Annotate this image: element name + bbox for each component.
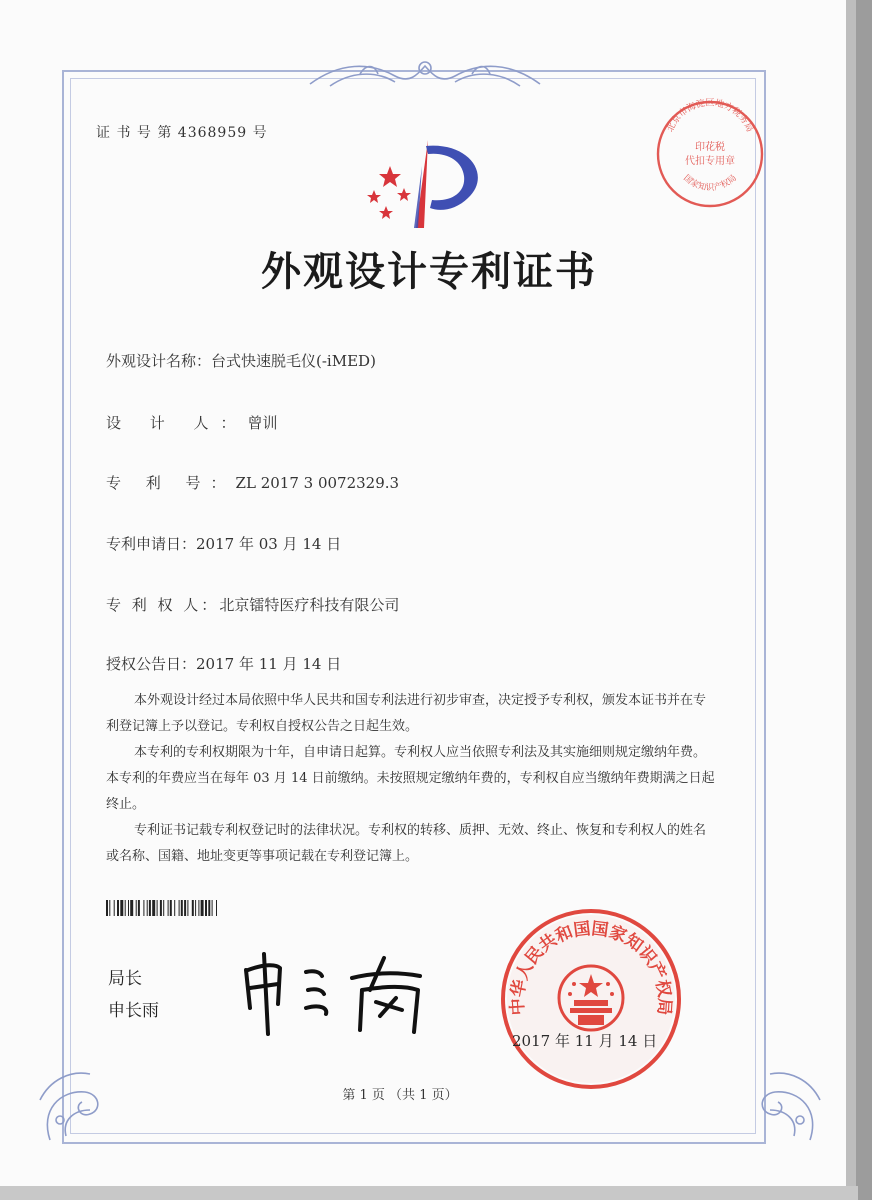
field-value: 台式快速脱毛仪(-iMED): [211, 352, 376, 370]
barcode-bar: [157, 900, 158, 916]
barcode: [106, 900, 320, 916]
field-value: 北京镭特医疗科技有限公司: [219, 596, 400, 614]
field-label: 专 利 号：: [106, 474, 236, 492]
barcode-bar: [187, 900, 188, 916]
barcode-bar: [120, 900, 123, 916]
field-patent-number: [106, 472, 399, 493]
barcode-bar: [152, 900, 155, 916]
barcode-bar: [160, 900, 162, 916]
field-label: 授权公告日：: [106, 655, 197, 673]
barcode-bar: [128, 900, 129, 916]
barcode-bar: [138, 900, 140, 916]
field-label: 专利申请日：: [106, 535, 197, 553]
tax-stamp-inner-1: 印花税: [695, 142, 725, 153]
field-designer: [106, 412, 278, 433]
barcode-bar: [184, 900, 186, 916]
certificate-title: 外观设计专利证书: [261, 249, 597, 295]
tax-stamp-inner-2: 代扣专用章: [685, 156, 735, 167]
field-design-name: [106, 350, 376, 371]
field-grant-date: [106, 653, 341, 674]
field-label: 设 计 人：: [106, 414, 248, 432]
barcode-bar: [114, 900, 115, 916]
field-value: 2017 年 03 月 14 日: [196, 535, 342, 553]
field-value: 曾训: [247, 414, 278, 432]
barcode-bar: [181, 900, 183, 916]
barcode-bar: [216, 900, 217, 916]
certificate-number: 证 书 号 第 4368959 号: [96, 125, 268, 141]
seal-date: 2017 年 11 月 14 日: [512, 1032, 658, 1050]
barcode-bar: [130, 900, 133, 916]
scan-edge-dark: [856, 0, 872, 1200]
barcode-bar: [201, 900, 204, 916]
top-ornament: [300, 54, 550, 94]
svg-text:国家知识产权局: [681, 173, 738, 193]
barcode-bar: [117, 900, 119, 916]
barcode-bar: [143, 900, 144, 916]
director-signature: [236, 950, 436, 1036]
barcode-bar: [147, 900, 148, 916]
tax-stamp-text: 北京市海淀区地方税务局: [665, 98, 755, 134]
director-name: 申长雨: [108, 1001, 159, 1021]
barcode-bar: [149, 900, 151, 916]
field-label: 专 利 权 人：: [106, 596, 220, 614]
barcode-bar: [125, 900, 126, 916]
barcode-bar: [170, 900, 172, 916]
patent-office-logo: [360, 136, 490, 236]
barcode-bar: [163, 900, 164, 916]
field-application-date: [106, 533, 341, 554]
tax-stamp: [652, 96, 768, 212]
barcode-bar: [168, 900, 169, 916]
official-seal: [498, 906, 684, 1092]
paragraph-legal-status: 专利证书记载专利权登记时的法律状况。专利权的转移、质押、无效、终止、恢复和专利权人的姓名或名称、国籍、地址变更等事项记载在专利登记簿上。: [106, 823, 707, 864]
barcode-bar: [136, 900, 137, 916]
tax-stamp-bottom: 国家知识产权局: [681, 173, 739, 194]
svg-text:北京市海淀区地方税务局: [664, 97, 756, 134]
page-number: 第 1 页 （共 1 页）: [342, 1088, 458, 1103]
barcode-bar: [195, 900, 196, 916]
paragraph-term: 本专利的专利权期限为十年，自申请日起算。专利权人应当依照专利法及其实施细则规定缴纳年费。本专利的年费应当在每年 03 月 14 日前缴纳。未按照规定缴纳年费的，专利权自应当缴纳年费期满之日起终止。: [106, 745, 715, 812]
official-seal-text: 中华人民共和国国家知识产权局: [507, 918, 675, 1016]
barcode-bar: [205, 900, 207, 916]
field-label: 外观设计名称：: [106, 352, 212, 370]
barcode-bar: [174, 900, 175, 916]
barcode-bar: [212, 900, 213, 916]
barcode-bar: [198, 900, 199, 916]
barcode-bar: [179, 900, 180, 916]
field-value: ZL 2017 3 0072329.3: [235, 474, 400, 492]
scan-edge-bottom: [0, 1186, 858, 1200]
barcode-bar: [192, 900, 194, 916]
director-title: 局长: [108, 969, 142, 989]
field-patentee: [106, 594, 399, 615]
barcode-bar: [109, 900, 110, 916]
paragraph-grant: 本外观设计经过本局依照中华人民共和国专利法进行初步审查，决定授予专利权，颁发本证书并在专利登记簿上予以登记。专利权自授权公告之日起生效。: [106, 693, 707, 734]
field-value: 2017 年 11 月 14 日: [196, 655, 342, 673]
barcode-bar: [208, 900, 210, 916]
barcode-bar: [106, 900, 108, 916]
